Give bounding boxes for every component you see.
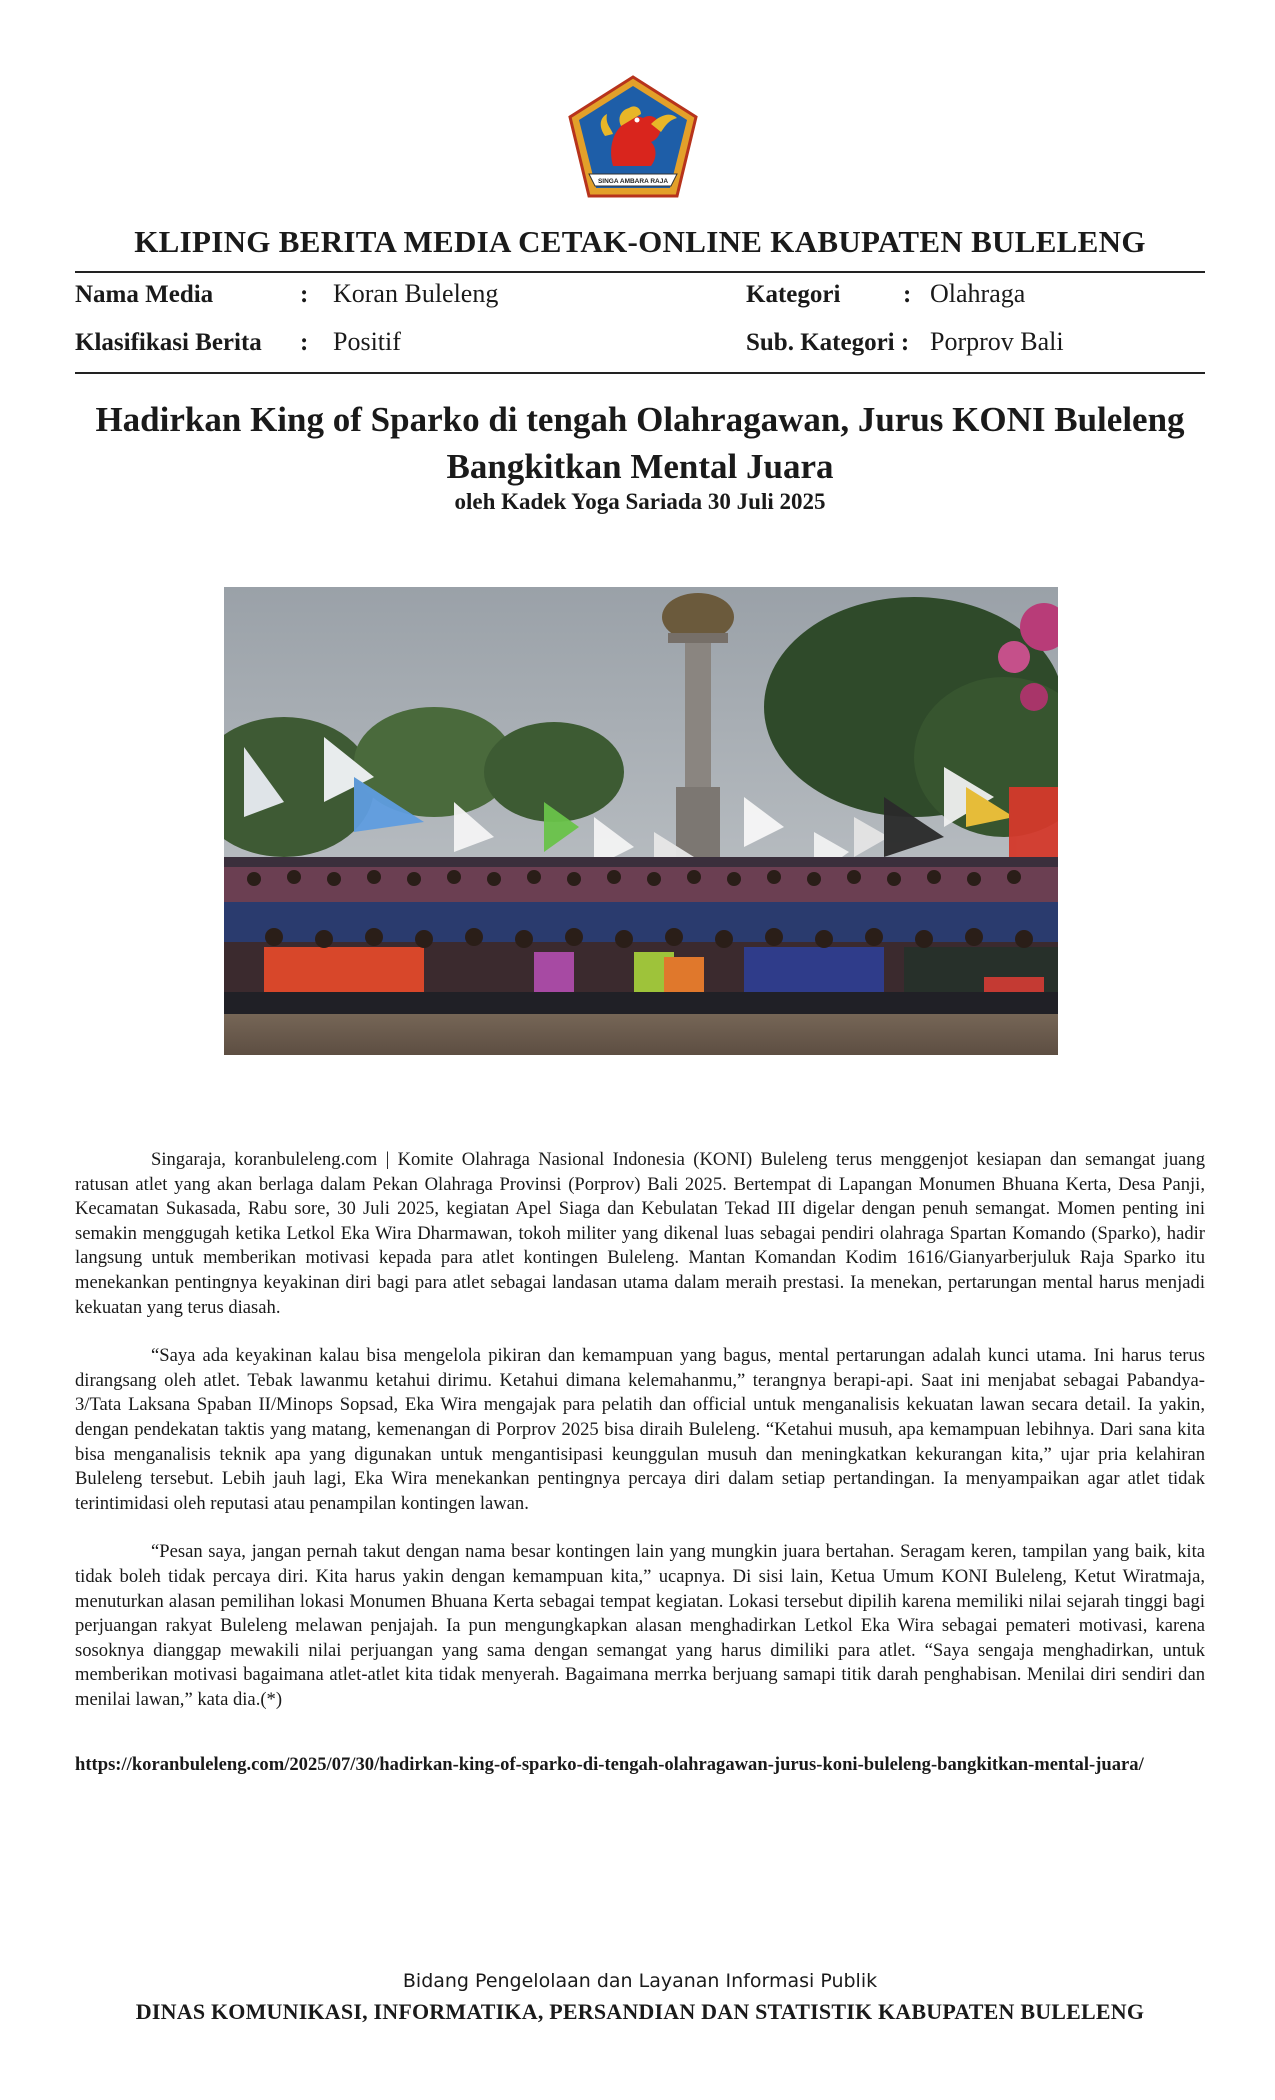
meta-kategori-colon: : — [903, 281, 912, 308]
meta-kategori-label-cell — [746, 278, 840, 311]
media-label: Nama Media — [75, 281, 214, 308]
article-paragraph: “Saya ada keyakinan kalau bisa mengelola pikiran dan kemampuan yang bagus, mental pertarungan adalah kunci utama. Ini harus terus dirangsang oleh atlet. Tebak lawanmu ketahui dirimu. Ketahui dimana kelemahanmu,” terangnya berapi-api. Saat ini menjabat sebagai Pabandya-3/Tata Laksana Spaban II/Minops Sopsad, Eka Wira mengajak para pelatih dan official untuk menganalisis kekuatan lawan secara detail. Ia yakin, dengan pendekatan taktis yang matang, kemenangan di Porprov 2025 bisa diraih Buleleng. “Ketahui musuh, apa kemampuan lebihnya. Dari sana kita bisa menganalisis teknik apa yang digunakan untuk mengantisipasi keunggulan musuh dan meningkatkan kekurangan kita,” ujar pria kelahiran Buleleng tersebut. Lebih jauh lagi, Eka Wira menekankan pentingnya percaya diri dalam setiap pertandingan. Ia menyampaikan agar atlet tidak terintimidasi oleh reputasi atau penampilan kontingen lawan. — [75, 1345, 1205, 1514]
meta-media-value-cell — [333, 278, 498, 310]
meta-subkategori-value-cell — [930, 326, 1064, 358]
subkategori-label: Sub. Kategori : — [746, 329, 910, 356]
media-value: Koran Buleleng — [333, 279, 499, 308]
meta-subkategori-label-cell — [746, 326, 909, 359]
meta-kategori-value-cell — [930, 278, 1025, 310]
article-photo — [224, 587, 1058, 1055]
headline-line-1: Hadirkan King of Sparko di tengah Olahragawan, Jurus KONI Buleleng — [95, 400, 1185, 439]
article-headline — [75, 396, 1205, 490]
subkategori-value: Porprov Bali — [930, 327, 1064, 356]
article-paragraph: Singaraja, koranbuleleng.com | Komite Olahraga Nasional Indonesia (KONI) Buleleng terus menggenjot kesiapan dan semangat juang ratusan atlet yang akan berlaga dalam Pekan Olahraga Provinsi (Porprov) Bali 2025. Bertempat di Lapangan Monumen Bhuana Kerta, Desa Panji, Kecamatan Sukasada, Rabu sore, 30 Juli 2025, kegiatan Apel Siaga dan Kebulatan Tekad III digelar dengan penuh semangat. Momen penting ini semakin menggugah ketika Letkol Eka Wira Dharmawan, tokoh militer yang dikenal luas sebagai pendiri olahraga Spartan Komando (Sparko), hadir langsung untuk memberikan motivasi kepada para atlet kontingen Buleleng. Mantan Komandan Kodim 1616/Gianyarberjuluk Raja Sparko itu menekankan pentingnya keyakinan diri bagi para atlet sebagai landasan utama dalam meraih prestasi. Ia menekan, pertarungan mental harus menjadi kekuatan yang terus diasah. — [75, 1149, 1205, 1318]
kategori-value: Olahraga — [930, 279, 1026, 308]
klasifikasi-label: Klasifikasi Berita — [75, 329, 262, 356]
header-divider-top — [75, 271, 1205, 273]
article-body — [75, 1148, 1205, 1736]
emblem-ribbon-text: SINGA AMBARA RAJA — [597, 178, 669, 185]
meta-klasifikasi-label-cell — [75, 326, 262, 359]
footer-agency: DINAS KOMUNIKASI, INFORMATIKA, PERSANDIAN DAN STATISTIK KABUPATEN BULELENG — [135, 1999, 1145, 2024]
meta-media-label-cell — [75, 278, 213, 311]
kategori-label: Kategori — [746, 281, 841, 308]
masthead-title: KLIPING BERITA MEDIA CETAK-ONLINE KABUPATEN BULELENG — [134, 224, 1146, 259]
article-paragraph: “Pesan saya, jangan pernah takut dengan nama besar kontingen lain yang mungkin juara bertahan. Seragam keren, tampilan yang baik, kita tidak boleh tidak percaya diri. Kita harus yakin dengan kemampuan kita,” ucapnya. Di sisi lain, Ketua Umum KONI Buleleng, Ketut Wiratmaja, menuturkan alasan pemilihan lokasi Monumen Bhuana Kerta sebagai tempat kegiatan. Lokasi tersebut dipilih karena memiliki nilai sejarah tinggi bagi perjuangan rakyat Buleleng melawan penjajah. Ia pun mengungkapkan alasan menghadirkan Letkol Eka Wira sebagai pemateri motivasi, karena sosoknya dianggap mewakili nilai perjuangan yang sama dengan semangat yang harus dimiliki para atlet. “Saya sengaja menghadirkan, untuk memberikan motivasi bagaimana atlet-atlet kita tidak menyerah. Bagaimana merrka berjuang samapi titik darah penghabisan. Menilai diri sendiri dan menilai lawan,” kata dia.(*) — [75, 1541, 1205, 1710]
meta-klasifikasi-value-cell — [333, 326, 401, 358]
meta-media-colon: : — [300, 281, 309, 308]
header-divider-bottom — [75, 372, 1205, 374]
article-byline: oleh Kadek Yoga Sariada 30 Juli 2025 — [454, 489, 826, 514]
source-url-link[interactable]: https://koranbuleleng.com/2025/07/30/hadirkan-king-of-sparko-di-tengah-olahragawan-jurus-koni-buleleng-bangkitkan-mental-juara/ — [75, 1754, 1144, 1775]
buleleng-emblem-logo — [565, 74, 701, 200]
meta-klasifikasi-colon: : — [300, 329, 309, 356]
footer-department: Bidang Pengelolaan dan Layanan Informasi Publik — [402, 1970, 878, 1992]
headline-line-2: Bangkitkan Mental Juara — [446, 447, 834, 486]
klasifikasi-value: Positif — [333, 327, 401, 356]
